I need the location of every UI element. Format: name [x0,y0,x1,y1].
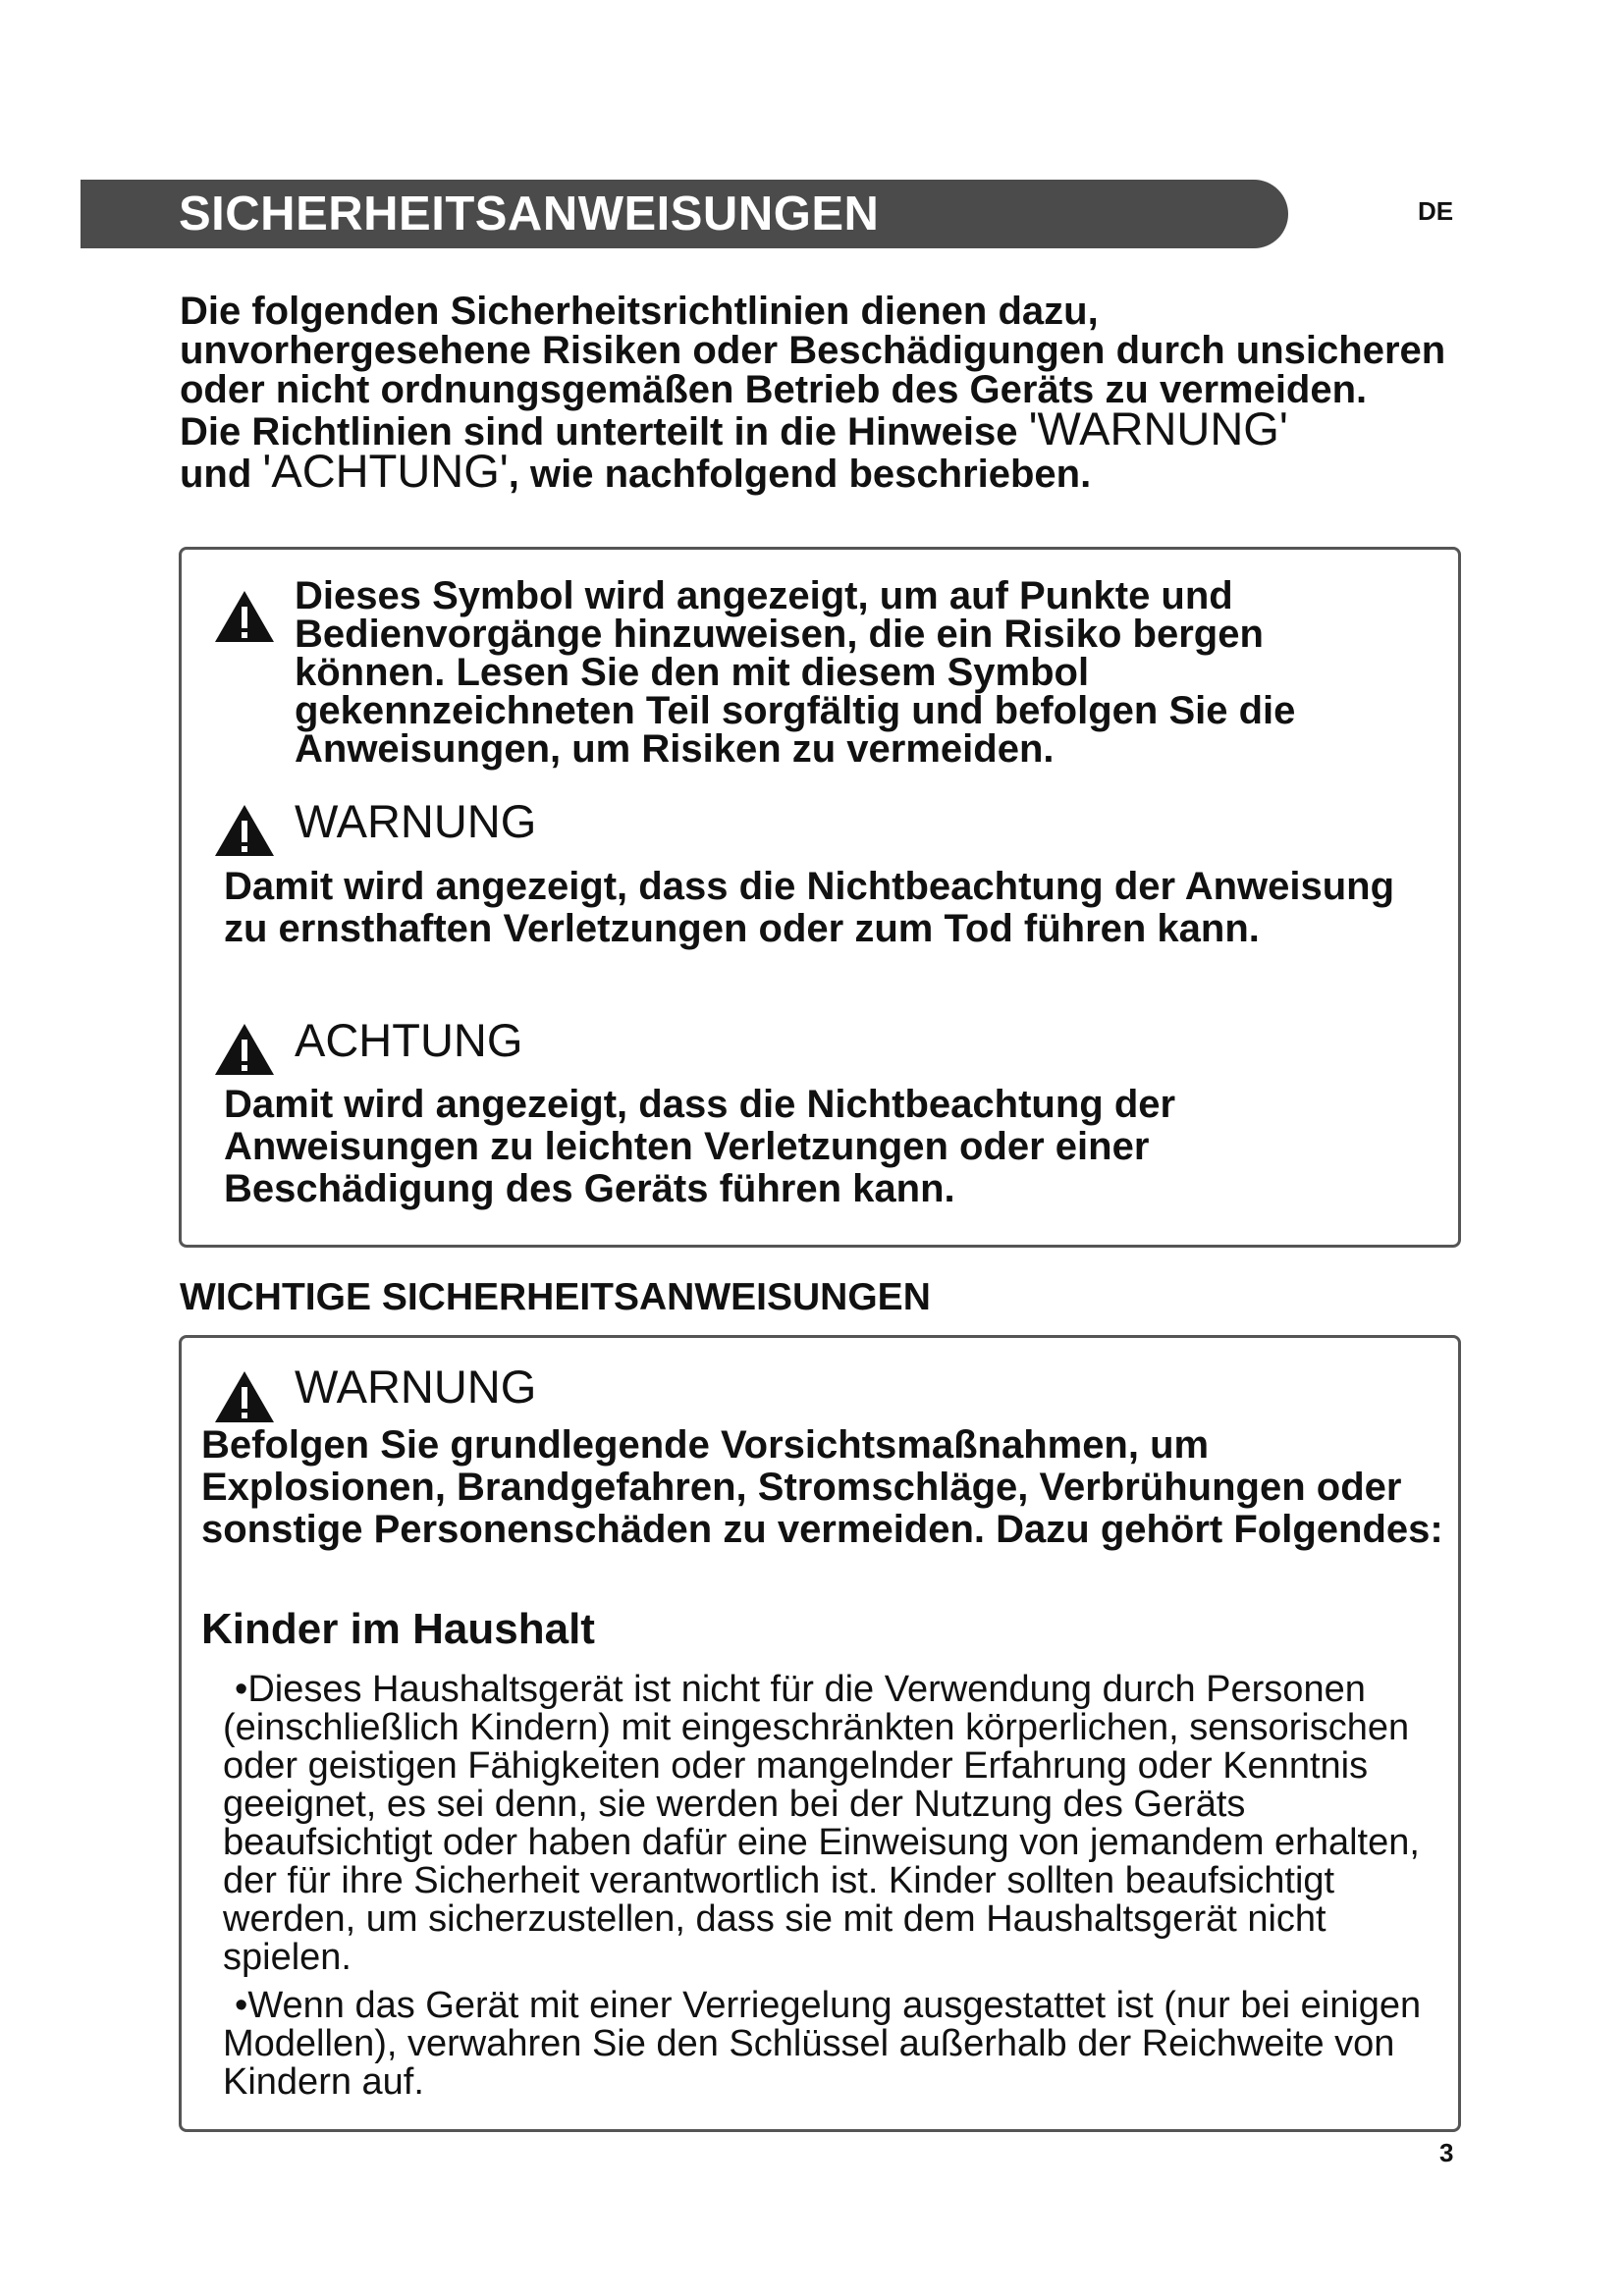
warning-description: Befolgen Sie grundlegende Vorsichtsmaßnahmen, um Explosionen, Brandgefahren, Stromschläge, Verbrühungen oder sonstige Personenschäden zu vermeiden. Dazu gehört Folgendes: [201,1423,1443,1551]
warning-heading: WARNUNG [295,1361,537,1413]
intro-text [180,290,1456,497]
intro-paragraph-1: Die folgenden Sicherheitsrichtlinien dienen dazu, unvorhergesehene Risiken oder Beschädigungen durch unsicheren oder nicht ordnungsgemäßen Betrieb des Geräts zu vermeiden. [180,290,1446,411]
section-title-bar [81,180,1288,248]
warning-triangle-icon [213,1022,276,1077]
language-code: DE [1418,196,1454,226]
achtung-term: 'ACHTUNG' [262,445,509,497]
caution-description: Damit wird angezeigt, dass die Nichtbeachtung der Anweisungen zu leichten Verletzungen oder einer Beschädigung des Geräts führen kann. [224,1083,1176,1210]
section-title: Kinder im Haushalt [201,1605,595,1653]
important-warning-box [179,1335,1461,2132]
warning-heading: WARNUNG [295,795,537,847]
legend-box [179,547,1461,1248]
caution-heading: ACHTUNG [295,1014,523,1066]
warnung-term: 'WARNUNG' [1028,402,1288,454]
warning-triangle-icon [213,1369,276,1424]
warning-description: Damit wird angezeigt, dass die Nichtbeachtung der Anweisung zu ernsthaften Verletzungen oder zum Tod führen kann. [224,865,1395,950]
warning-triangle-icon [213,589,276,644]
list-item: •Dieses Haushaltsgerät ist nicht für die Verwendung durch Personen (einschließlich Kindern) mit eingeschränkten körperlichen, sensorischen oder geistigen Fähigkeiten oder mangelnder Erfahrung oder Kenntnis geeignet, es sei denn, sie werden bei der Nutzung des Geräts beaufsichtigt oder haben dafür eine Einweisung von jemandem erhalten, der für ihre Sicherheit verantwortlich ist. Kinder sollten beaufsichtigt werden, um sicherzustellen, dass sie mit dem Haushaltsgerät nicht spielen. [223,1669,1420,1978]
warning-triangle-icon [213,803,276,858]
page-number: 3 [1439,2138,1454,2167]
important-safety-heading: WICHTIGE SICHERHEITSANWEISUNGEN [180,1276,931,1318]
symbol-description: Dieses Symbol wird angezeigt, um auf Punkte und Bedienvorgänge hinzuweisen, die ein Risiko bergen können. Lesen Sie den mit diesem Symbol gekennzeichneten Teil sorgfältig und befolgen Sie die Anweisungen, um Risiken zu vermeiden. [295,574,1296,771]
intro-paragraph-2: Die Richtlinien sind unterteilt in die Hinweise 'WARNUNG' und 'ACHTUNG', wie nachfolgend beschrieben. [180,402,1288,497]
page-title: SICHERHEITSANWEISUNGEN [179,187,880,240]
list-item: •Wenn das Gerät mit einer Verriegelung ausgestattet ist (nur bei einigen Modellen), verwahren Sie den Schlüssel außerhalb der Reichweite von Kindern auf. [223,1985,1422,2103]
